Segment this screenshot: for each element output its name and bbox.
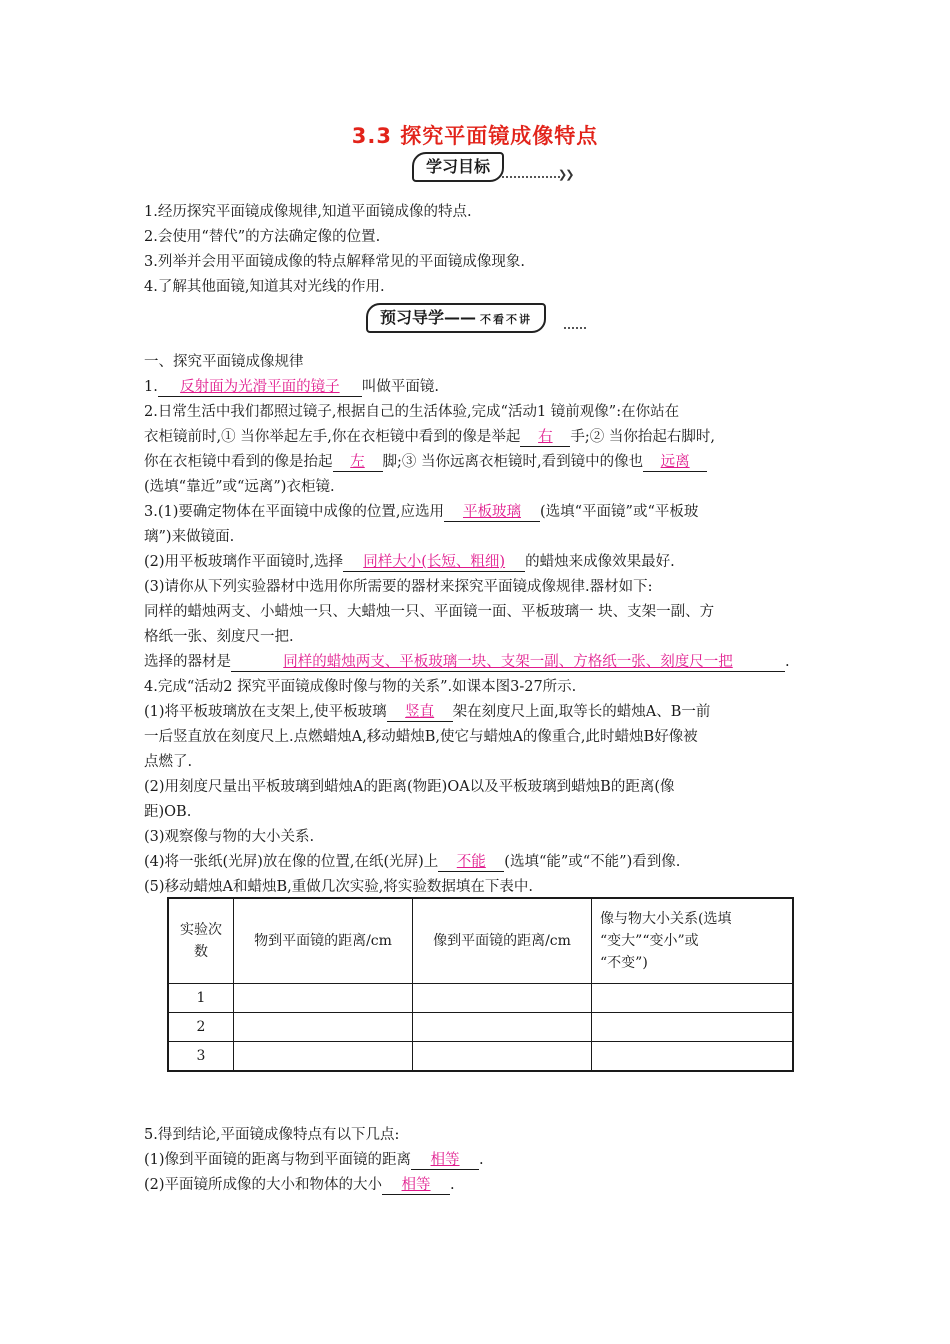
header-text: “不变”) [600, 955, 648, 971]
header-size-relation [592, 898, 794, 984]
header-text: 实验次 [180, 922, 222, 938]
object-distance-cell[interactable] [234, 1042, 413, 1072]
text-segment: 3.(1)要确定物体在平面镜中成像的位置,应选用 [144, 504, 444, 520]
question-3-line: (3)请你从下列实验器材中选用你所需要的器材来探究平面镜成像规律.器材如下: [144, 579, 653, 595]
answer-text: 平板玻璃 [462, 504, 521, 520]
size-relation-cell[interactable] [592, 1013, 794, 1042]
text-segment: 的蜡烛来成像效果最好. [525, 554, 675, 570]
header-text: 数 [194, 944, 208, 960]
text-segment: 衣柜镜前时,① 当你举起左手,你在衣柜镜中看到的像是举起 [144, 429, 521, 445]
question-5-line [144, 1175, 455, 1195]
question-5-line [144, 1150, 484, 1170]
q1-prefix: 1. [144, 379, 158, 395]
answer-text: 相等 [430, 1152, 460, 1168]
badge-dotted-line [564, 327, 586, 329]
object-distance-cell[interactable] [234, 1013, 413, 1042]
question-4-line [144, 852, 680, 872]
text-segment: (选填“平面镜”或“平板玻 [539, 504, 699, 520]
answer-blank [643, 453, 707, 472]
q1-suffix: 叫做平面镜. [361, 379, 439, 395]
goal-item: 1.经历探究平面镜成像规律,知道平面镜成像的特点. [144, 204, 472, 220]
text-segment: (2)用平板玻璃作平面镜时,选择 [144, 554, 344, 570]
question-4-line [144, 702, 710, 722]
question-4-line: (5)移动蜡烛A和蜡烛B,重做几次实验,将实验数据填在下表中. [144, 879, 533, 895]
question-1 [144, 377, 439, 397]
trial-number: 1 [168, 984, 234, 1013]
answer-text: 竖直 [405, 704, 435, 720]
text-segment: 脚;③ 当你远离衣柜镜时,看到镜中的像也 [382, 454, 644, 470]
answer-text: 不能 [456, 854, 486, 870]
answer-blank [520, 428, 570, 447]
answer-blank [333, 453, 383, 472]
question-4-line: 距)OB. [144, 804, 192, 820]
answer-text: 远离 [660, 454, 690, 470]
answer-blank [387, 703, 453, 722]
question-3-line: 璃”)来做镜面. [144, 529, 235, 545]
text-segment: . [785, 654, 790, 670]
preview-badge-subtitle: 不看不讲 [480, 313, 533, 326]
goals-badge-label: 学习目标 [412, 152, 504, 182]
answer-blank [444, 503, 540, 522]
answer-blank [343, 553, 525, 572]
goal-item: 3.列举并会用平面镜成像的特点解释常见的平面镜成像现象. [144, 254, 525, 270]
header-text: “变大”“变小”或 [600, 933, 699, 949]
trial-number: 2 [168, 1013, 234, 1042]
table-row [168, 1042, 793, 1072]
header-text: 像与物大小关系(选填 [600, 911, 732, 927]
text-segment: . [479, 1152, 484, 1168]
answer-blank [438, 853, 504, 872]
table-row [168, 984, 793, 1013]
text-segment: 你在衣柜镜中看到的像是抬起 [144, 454, 333, 470]
goal-item: 2.会使用“替代”的方法确定像的位置. [144, 229, 381, 245]
object-distance-cell[interactable] [234, 984, 413, 1013]
question-3-line [144, 552, 675, 572]
answer-text: 反射面为光滑平面的镜子 [180, 379, 340, 395]
header-trial-count [168, 898, 234, 984]
answer-text: 右 [538, 429, 553, 445]
question-4-line: 点燃了. [144, 754, 193, 770]
question-4-line: (2)用刻度尺量出平板玻璃到蜡烛A的距离(物距)OA以及平板玻璃到蜡烛B的距离(像 [144, 779, 675, 795]
question-3-line [144, 502, 698, 522]
badge-dotted-line [502, 176, 560, 178]
question-2-line: 2.日常生活中我们都照过镜子,根据自己的生活体验,完成“活动1 镜前观像”:在你站在 [144, 404, 680, 420]
experiment-table [167, 897, 794, 1072]
question-2-line: (选填“靠近”或“远离”)衣柜镜. [144, 479, 335, 495]
image-distance-cell[interactable] [413, 1042, 592, 1072]
table-row [168, 1013, 793, 1042]
preview-badge-title: 预习导学—— [380, 308, 477, 327]
question-3-line: 格纸一张、刻度尺一把. [144, 629, 294, 645]
answer-blank [158, 378, 362, 397]
text-segment: (2)平面镜所成像的大小和物体的大小 [144, 1177, 383, 1193]
size-relation-cell[interactable] [592, 984, 794, 1013]
preview-badge [366, 303, 596, 333]
text-segment: 选择的器材是 [144, 654, 231, 670]
question-5-line: 5.得到结论,平面镜成像特点有以下几点: [144, 1127, 400, 1143]
header-object-distance: 物到平面镜的距离/cm [234, 898, 413, 984]
text-segment: (1)像到平面镜的距离与物到平面镜的距离 [144, 1152, 412, 1168]
text-segment: (选填“能”或“不能”)看到像. [504, 854, 681, 870]
size-relation-cell[interactable] [592, 1042, 794, 1072]
answer-text: 左 [350, 454, 365, 470]
question-4-line: (3)观察像与物的大小关系. [144, 829, 315, 845]
text-segment: 手;② 当你抬起右脚时, [570, 429, 715, 445]
answer-blank [411, 1151, 479, 1170]
table-header-row [168, 898, 793, 984]
text-segment: . [450, 1177, 455, 1193]
answer-text: 同样的蜡烛两支、平板玻璃一块、支架一副、方格纸一张、刻度尺一把 [283, 654, 733, 670]
question-3-line: 同样的蜡烛两支、小蜡烛一只、大蜡烛一只、平面镜一面、平板玻璃一 块、支架一副、方 [144, 604, 715, 620]
trial-number: 3 [168, 1042, 234, 1072]
image-distance-cell[interactable] [413, 984, 592, 1013]
goals-badge [412, 152, 572, 182]
answer-text: 相等 [401, 1177, 431, 1193]
answer-text: 同样大小(长短、粗细) [363, 554, 506, 570]
text-segment: (4)将一张纸(光屏)放在像的位置,在纸(光屏)上 [144, 854, 439, 870]
question-4-line: 一后竖直放在刻度尺上.点燃蜡烛A,移动蜡烛B,使它与蜡烛A的像重合,此时蜡烛B好像被 [144, 729, 698, 745]
double-chevron-icon: ❯❯ [558, 168, 573, 181]
page-title: 3.3 探究平面镜成像特点 [351, 124, 599, 148]
question-2-line [144, 427, 715, 447]
goal-item: 4.了解其他面镜,知道其对光线的作用. [144, 279, 385, 295]
text-segment: 架在刻度尺上面,取等长的蜡烛A、B一前 [452, 704, 711, 720]
question-2-line [144, 452, 707, 472]
question-4-line: 4.完成“活动2 探究平面镜成像时像与物的关系”.如课本图3-27所示. [144, 679, 577, 695]
answer-blank [382, 1176, 450, 1195]
answer-blank [231, 653, 785, 672]
section-heading: 一、探究平面镜成像规律 [144, 354, 304, 370]
preview-badge-label [366, 303, 546, 333]
text-segment: (1)将平板玻璃放在支架上,使平板玻璃 [144, 704, 387, 720]
header-image-distance: 像到平面镜的距离/cm [413, 898, 592, 984]
image-distance-cell[interactable] [413, 1013, 592, 1042]
question-3-line [144, 652, 790, 672]
